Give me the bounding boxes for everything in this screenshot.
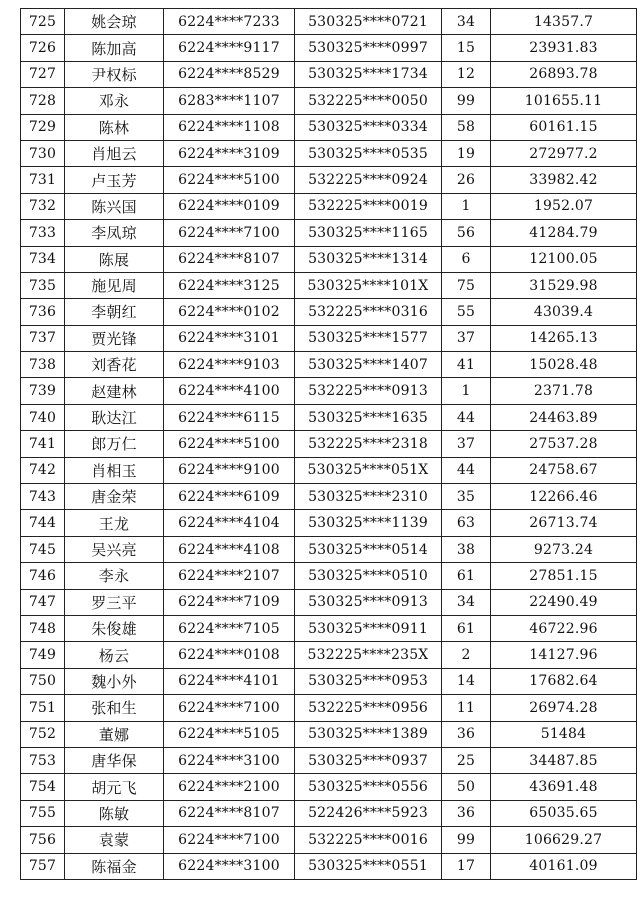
row-number-cell: 739 xyxy=(21,378,65,404)
age-cell: 58 xyxy=(442,114,491,140)
age-cell: 55 xyxy=(442,299,491,325)
row-number-cell: 731 xyxy=(21,167,65,193)
name-cell: 肖旭云 xyxy=(65,140,164,166)
card-number-cell: 6224****5100 xyxy=(164,431,295,457)
row-number-cell: 738 xyxy=(21,352,65,378)
row-number-cell: 732 xyxy=(21,193,65,219)
id-number-cell: 530325****1734 xyxy=(295,61,442,87)
table-row xyxy=(21,668,637,694)
card-number-cell: 6224****0108 xyxy=(164,642,295,668)
card-number-cell: 6224****4108 xyxy=(164,536,295,562)
name-cell: 邓永 xyxy=(65,88,164,114)
amount-cell: 12266.46 xyxy=(491,484,637,510)
id-number-cell: 530325****0913 xyxy=(295,589,442,615)
name-cell: 唐华保 xyxy=(65,747,164,773)
age-cell: 15 xyxy=(442,35,491,61)
card-number-cell: 6224****9100 xyxy=(164,457,295,483)
card-number-cell: 6224****3100 xyxy=(164,747,295,773)
row-number-cell: 734 xyxy=(21,246,65,272)
name-cell: 贾光锋 xyxy=(65,325,164,351)
amount-cell: 9273.24 xyxy=(491,536,637,562)
amount-cell: 26893.78 xyxy=(491,61,637,87)
age-cell: 1 xyxy=(442,193,491,219)
amount-cell: 2371.78 xyxy=(491,378,637,404)
age-cell: 26 xyxy=(442,167,491,193)
id-number-cell: 530325****1577 xyxy=(295,325,442,351)
age-cell: 44 xyxy=(442,457,491,483)
age-cell: 6 xyxy=(442,246,491,272)
id-number-cell: 530325****0953 xyxy=(295,668,442,694)
age-cell: 63 xyxy=(442,510,491,536)
name-cell: 陈加高 xyxy=(65,35,164,61)
name-cell: 董娜 xyxy=(65,721,164,747)
table-row xyxy=(21,35,637,61)
table-row xyxy=(21,721,637,747)
name-cell: 陈福金 xyxy=(65,853,164,879)
amount-cell: 65035.65 xyxy=(491,800,637,826)
amount-cell: 15028.48 xyxy=(491,352,637,378)
card-number-cell: 6283****1107 xyxy=(164,88,295,114)
amount-cell: 1952.07 xyxy=(491,193,637,219)
name-cell: 张和生 xyxy=(65,695,164,721)
age-cell: 34 xyxy=(442,589,491,615)
amount-cell: 46722.96 xyxy=(491,615,637,641)
name-cell: 李凤琼 xyxy=(65,220,164,246)
row-number-cell: 752 xyxy=(21,721,65,747)
name-cell: 胡元飞 xyxy=(65,774,164,800)
age-cell: 56 xyxy=(442,220,491,246)
amount-cell: 12100.05 xyxy=(491,246,637,272)
card-number-cell: 6224****2100 xyxy=(164,774,295,800)
card-number-cell: 6224****3109 xyxy=(164,140,295,166)
card-number-cell: 6224****1108 xyxy=(164,114,295,140)
age-cell: 38 xyxy=(442,536,491,562)
amount-cell: 14357.7 xyxy=(491,9,637,35)
id-number-cell: 530325****1635 xyxy=(295,404,442,430)
table-row xyxy=(21,220,637,246)
age-cell: 35 xyxy=(442,484,491,510)
card-number-cell: 6224****3125 xyxy=(164,272,295,298)
card-number-cell: 6224****4101 xyxy=(164,668,295,694)
amount-cell: 26974.28 xyxy=(491,695,637,721)
age-cell: 41 xyxy=(442,352,491,378)
name-cell: 赵建林 xyxy=(65,378,164,404)
name-cell: 袁蒙 xyxy=(65,827,164,853)
card-number-cell: 6224****8107 xyxy=(164,800,295,826)
row-number-cell: 742 xyxy=(21,457,65,483)
table-row xyxy=(21,378,637,404)
name-cell: 陈兴国 xyxy=(65,193,164,219)
row-number-cell: 753 xyxy=(21,747,65,773)
table-row xyxy=(21,589,637,615)
row-number-cell: 757 xyxy=(21,853,65,879)
id-number-cell: 532225****2318 xyxy=(295,431,442,457)
age-cell: 44 xyxy=(442,404,491,430)
card-number-cell: 6224****7109 xyxy=(164,589,295,615)
card-number-cell: 6224****4104 xyxy=(164,510,295,536)
row-number-cell: 755 xyxy=(21,800,65,826)
table-row xyxy=(21,352,637,378)
card-number-cell: 6224****2107 xyxy=(164,563,295,589)
table-row xyxy=(21,563,637,589)
table-row xyxy=(21,299,637,325)
age-cell: 61 xyxy=(442,615,491,641)
id-number-cell: 530325****0510 xyxy=(295,563,442,589)
amount-cell: 60161.15 xyxy=(491,114,637,140)
card-number-cell: 6224****5105 xyxy=(164,721,295,747)
row-number-cell: 729 xyxy=(21,114,65,140)
row-number-cell: 725 xyxy=(21,9,65,35)
table-row xyxy=(21,800,637,826)
amount-cell: 43039.4 xyxy=(491,299,637,325)
amount-cell: 34487.85 xyxy=(491,747,637,773)
id-number-cell: 530325****1314 xyxy=(295,246,442,272)
id-number-cell: 530325****0937 xyxy=(295,747,442,773)
card-number-cell: 6224****9103 xyxy=(164,352,295,378)
id-number-cell: 530325****1389 xyxy=(295,721,442,747)
amount-cell: 27851.15 xyxy=(491,563,637,589)
id-number-cell: 530325****2310 xyxy=(295,484,442,510)
row-number-cell: 730 xyxy=(21,140,65,166)
row-number-cell: 726 xyxy=(21,35,65,61)
id-number-cell: 530325****0997 xyxy=(295,35,442,61)
card-number-cell: 6224****5100 xyxy=(164,167,295,193)
row-number-cell: 733 xyxy=(21,220,65,246)
age-cell: 37 xyxy=(442,431,491,457)
row-number-cell: 756 xyxy=(21,827,65,853)
id-number-cell: 530325****0334 xyxy=(295,114,442,140)
amount-cell: 272977.2 xyxy=(491,140,637,166)
age-cell: 36 xyxy=(442,721,491,747)
amount-cell: 23931.83 xyxy=(491,35,637,61)
age-cell: 14 xyxy=(442,668,491,694)
age-cell: 99 xyxy=(442,827,491,853)
table-row xyxy=(21,431,637,457)
card-number-cell: 6224****7100 xyxy=(164,827,295,853)
age-cell: 1 xyxy=(442,378,491,404)
name-cell: 姚会琼 xyxy=(65,9,164,35)
id-number-cell: 532225****235X xyxy=(295,642,442,668)
amount-cell: 14265.13 xyxy=(491,325,637,351)
table-row xyxy=(21,61,637,87)
table-row xyxy=(21,642,637,668)
row-number-cell: 737 xyxy=(21,325,65,351)
amount-cell: 33982.42 xyxy=(491,167,637,193)
id-number-cell: 530325****101X xyxy=(295,272,442,298)
card-number-cell: 6224****7100 xyxy=(164,220,295,246)
name-cell: 陈敏 xyxy=(65,800,164,826)
table-row xyxy=(21,457,637,483)
row-number-cell: 750 xyxy=(21,668,65,694)
table-row xyxy=(21,853,637,879)
amount-cell: 51484 xyxy=(491,721,637,747)
row-number-cell: 744 xyxy=(21,510,65,536)
table-body xyxy=(21,9,637,880)
id-number-cell: 530325****1165 xyxy=(295,220,442,246)
amount-cell: 101655.11 xyxy=(491,88,637,114)
age-cell: 61 xyxy=(442,563,491,589)
id-number-cell: 532225****0050 xyxy=(295,88,442,114)
name-cell: 李朝红 xyxy=(65,299,164,325)
name-cell: 朱俊雄 xyxy=(65,615,164,641)
row-number-cell: 749 xyxy=(21,642,65,668)
age-cell: 19 xyxy=(442,140,491,166)
id-number-cell: 532225****0019 xyxy=(295,193,442,219)
card-number-cell: 6224****7105 xyxy=(164,615,295,641)
table-row xyxy=(21,695,637,721)
card-number-cell: 6224****6109 xyxy=(164,484,295,510)
card-number-cell: 6224****0109 xyxy=(164,193,295,219)
amount-cell: 31529.98 xyxy=(491,272,637,298)
name-cell: 陈林 xyxy=(65,114,164,140)
id-number-cell: 530325****1407 xyxy=(295,352,442,378)
name-cell: 卢玉芳 xyxy=(65,167,164,193)
id-number-cell: 532225****0913 xyxy=(295,378,442,404)
age-cell: 12 xyxy=(442,61,491,87)
card-number-cell: 6224****3101 xyxy=(164,325,295,351)
amount-cell: 27537.28 xyxy=(491,431,637,457)
row-number-cell: 747 xyxy=(21,589,65,615)
card-number-cell: 6224****8107 xyxy=(164,246,295,272)
table-row xyxy=(21,827,637,853)
table-row xyxy=(21,404,637,430)
age-cell: 99 xyxy=(442,88,491,114)
id-number-cell: 530325****051X xyxy=(295,457,442,483)
amount-cell: 26713.74 xyxy=(491,510,637,536)
card-number-cell: 6224****9117 xyxy=(164,35,295,61)
row-number-cell: 748 xyxy=(21,615,65,641)
age-cell: 75 xyxy=(442,272,491,298)
amount-cell: 43691.48 xyxy=(491,774,637,800)
name-cell: 李永 xyxy=(65,563,164,589)
table-row xyxy=(21,774,637,800)
table-row xyxy=(21,167,637,193)
row-number-cell: 728 xyxy=(21,88,65,114)
table-row xyxy=(21,114,637,140)
row-number-cell: 751 xyxy=(21,695,65,721)
age-cell: 11 xyxy=(442,695,491,721)
name-cell: 吴兴亮 xyxy=(65,536,164,562)
row-number-cell: 740 xyxy=(21,404,65,430)
age-cell: 37 xyxy=(442,325,491,351)
name-cell: 杨云 xyxy=(65,642,164,668)
name-cell: 罗三平 xyxy=(65,589,164,615)
amount-cell: 41284.79 xyxy=(491,220,637,246)
table-row xyxy=(21,615,637,641)
row-number-cell: 727 xyxy=(21,61,65,87)
age-cell: 50 xyxy=(442,774,491,800)
amount-cell: 24758.67 xyxy=(491,457,637,483)
name-cell: 尹权标 xyxy=(65,61,164,87)
id-number-cell: 530325****0535 xyxy=(295,140,442,166)
name-cell: 施见周 xyxy=(65,272,164,298)
row-number-cell: 754 xyxy=(21,774,65,800)
card-number-cell: 6224****8529 xyxy=(164,61,295,87)
row-number-cell: 743 xyxy=(21,484,65,510)
table-row xyxy=(21,510,637,536)
table-row xyxy=(21,193,637,219)
id-number-cell: 522426****5923 xyxy=(295,800,442,826)
table-row xyxy=(21,484,637,510)
id-number-cell: 532225****0316 xyxy=(295,299,442,325)
row-number-cell: 746 xyxy=(21,563,65,589)
amount-cell: 17682.64 xyxy=(491,668,637,694)
amount-cell: 40161.09 xyxy=(491,853,637,879)
table-row xyxy=(21,536,637,562)
id-number-cell: 532225****0924 xyxy=(295,167,442,193)
card-number-cell: 6224****6115 xyxy=(164,404,295,430)
card-number-cell: 6224****4100 xyxy=(164,378,295,404)
age-cell: 36 xyxy=(442,800,491,826)
name-cell: 郎万仁 xyxy=(65,431,164,457)
id-number-cell: 530325****1139 xyxy=(295,510,442,536)
age-cell: 34 xyxy=(442,9,491,35)
name-cell: 耿达江 xyxy=(65,404,164,430)
name-cell: 陈展 xyxy=(65,246,164,272)
name-cell: 王龙 xyxy=(65,510,164,536)
table-row xyxy=(21,246,637,272)
table-row xyxy=(21,140,637,166)
id-number-cell: 532225****0956 xyxy=(295,695,442,721)
id-number-cell: 530325****0514 xyxy=(295,536,442,562)
row-number-cell: 741 xyxy=(21,431,65,457)
table-row xyxy=(21,88,637,114)
amount-cell: 24463.89 xyxy=(491,404,637,430)
row-number-cell: 736 xyxy=(21,299,65,325)
table-row xyxy=(21,9,637,35)
amount-cell: 22490.49 xyxy=(491,589,637,615)
table-row xyxy=(21,325,637,351)
age-cell: 25 xyxy=(442,747,491,773)
id-number-cell: 532225****0016 xyxy=(295,827,442,853)
name-cell: 唐金荣 xyxy=(65,484,164,510)
id-number-cell: 530325****0551 xyxy=(295,853,442,879)
amount-cell: 106629.27 xyxy=(491,827,637,853)
card-number-cell: 6224****7100 xyxy=(164,695,295,721)
age-cell: 17 xyxy=(442,853,491,879)
table-row xyxy=(21,272,637,298)
amount-cell: 14127.96 xyxy=(491,642,637,668)
row-number-cell: 745 xyxy=(21,536,65,562)
row-number-cell: 735 xyxy=(21,272,65,298)
id-number-cell: 530325****0721 xyxy=(295,9,442,35)
age-cell: 2 xyxy=(442,642,491,668)
name-cell: 魏小外 xyxy=(65,668,164,694)
table-row xyxy=(21,747,637,773)
card-number-cell: 6224****3100 xyxy=(164,853,295,879)
name-cell: 肖相玉 xyxy=(65,457,164,483)
name-cell: 刘香花 xyxy=(65,352,164,378)
id-number-cell: 530325****0556 xyxy=(295,774,442,800)
data-table xyxy=(20,8,637,880)
id-number-cell: 530325****0911 xyxy=(295,615,442,641)
card-number-cell: 6224****7233 xyxy=(164,9,295,35)
card-number-cell: 6224****0102 xyxy=(164,299,295,325)
